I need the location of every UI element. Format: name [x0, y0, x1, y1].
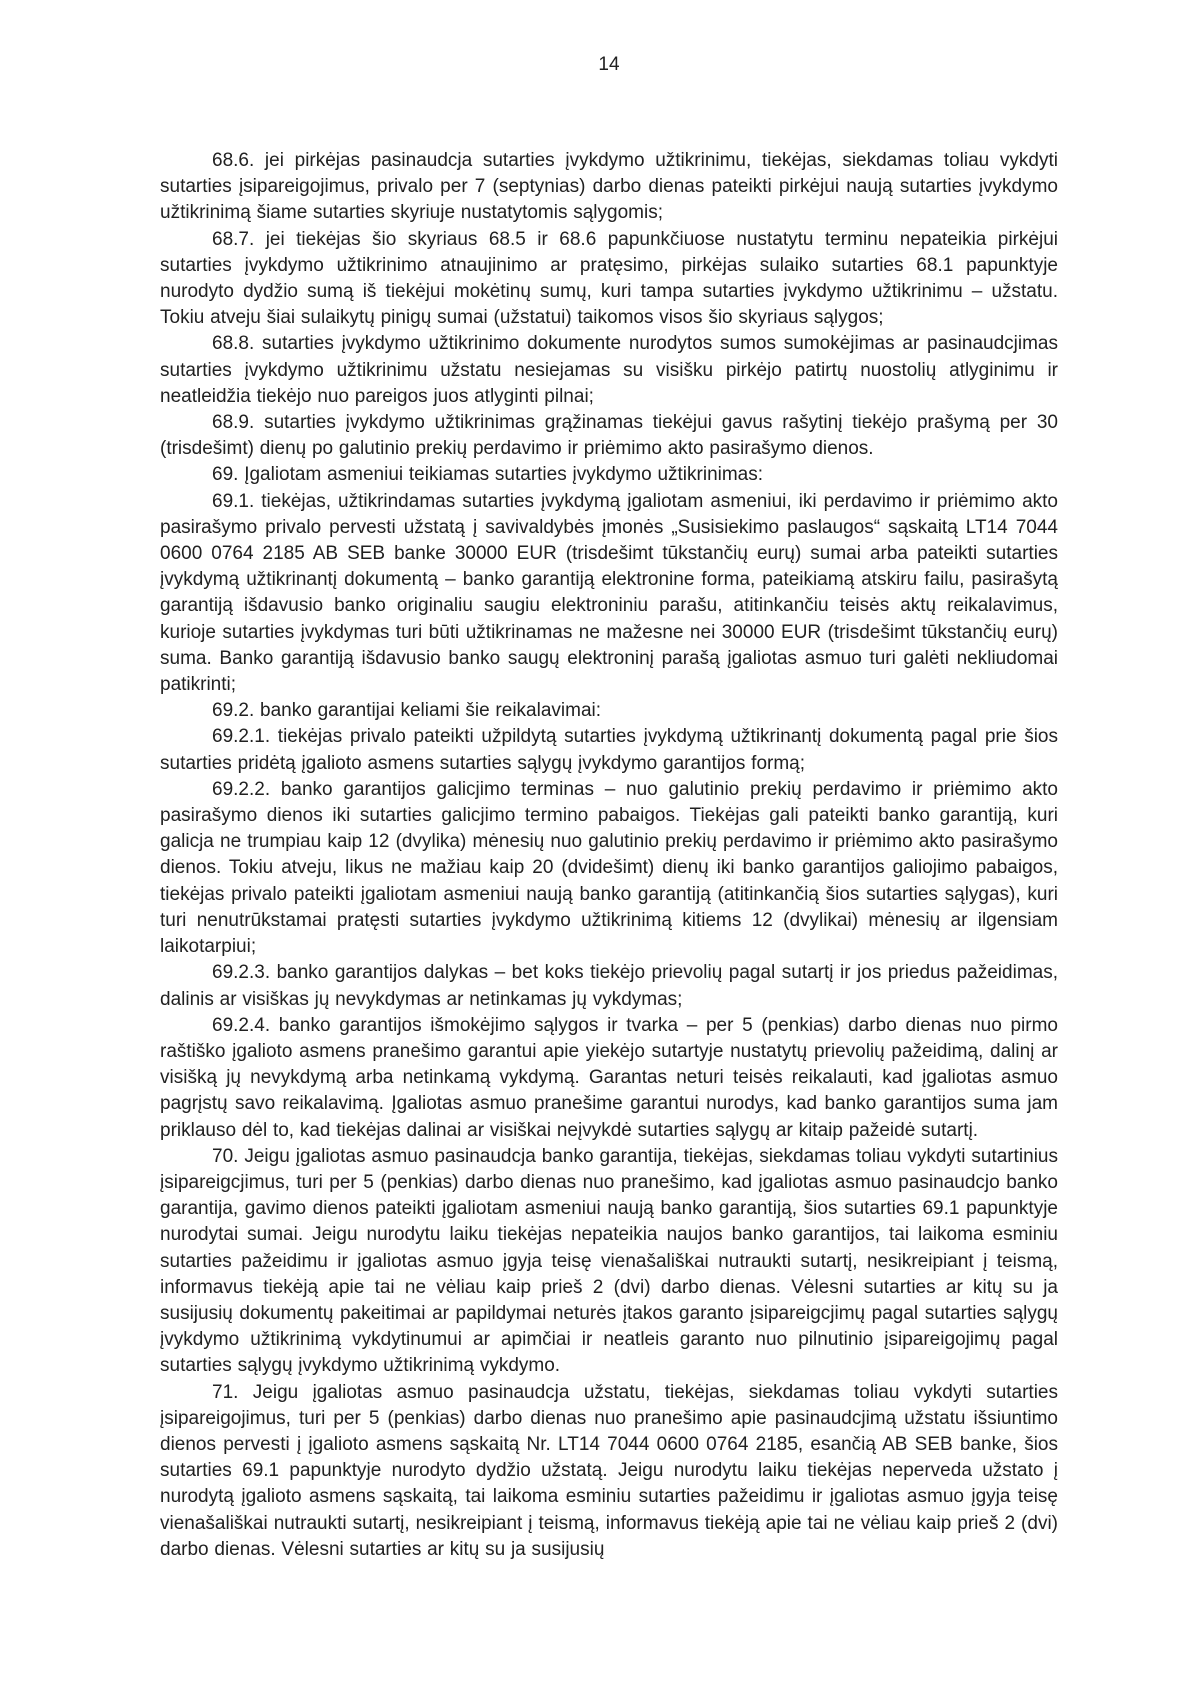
paragraph-69-2-4: 69.2.4. banko garantijos išmokėjimo sąlygos ir tvarka – per 5 (penkias) darbo dienas nuo pirmo raštiško įgalioto asmens pranešimo garantui apie yiekėjo sutartyje nustatytų prievolių pažeidimą, dalinį ar visišką jų nevykdymą arba netinkamą vykdymą. Garantas neturi teisės reikalauti, kad įgaliotas asmuo pagrįstų savo reikalavimą. Įgaliotas asmuo pranešime garantui nurodys, kad banko garantijos suma jam priklauso dėl to, kad tiekėjas dalinai ar visiškai neįvykdė sutarties sąlygų ar kitaip pažeidė sutartį. [160, 1014, 1058, 1141]
paragraph-69-2-2: 69.2.2. banko garantijos galicjimo terminas – nuo galutinio prekių perdavimo ir priėmimo akto pasirašymo dienos iki sutarties galicjimo termino pabaigos. Tiekėjas gali pateikti banko garantiją, kuri galicja ne trumpiau kaip 12 (dvylika) mėnesių nuo galutinio prekių perdavimo ir priėmimo akto pasirašymo dienos. Tokiu atveju, likus ne mažiau kaip 20 (dvidešimt) dienų iki banko garantijos galiojimo pabaigos, tiekėjas privalo pateikti įgaliotam asmeniui naują banko garantiją (atitinkančią šios sutarties sąlygas), kuri turi nenutrūkstamai pratęsti sutarties įvykdymo užtikrinimą kitiems 12 (dvylikai) mėnesių ar ilgensiam laikotarpiui; [160, 778, 1058, 958]
paragraph-69-1: 69.1. tiekėjas, užtikrindamas sutarties įvykdymą įgaliotam asmeniui, iki perdavimo ir priėmimo akto pasirašymo privalo pervesti užstatą į savivaldybės įmonės „Susisiekimo paslaugos“ sąskaitą LT14 7044 0600 0764 2185 AB SEB banke 30000 EUR (trisdešimt tūkstančių eurų) sumai arba pateikti sutarties įvykdymą užtikrinantį dokumentą – banko garantiją elektronine forma, pateikiamą atskiru failu, pasirašytą garantiją išdavusio banko originaliu saugiu elektroniniu parašu, atitinkančiu teisės aktų reikalavimus, kurioje sutarties įvykdymas turi būti užtikrinamas ne mažesne nei 30000 EUR (trisdešimt tūkstančių eurų) suma. Banko garantiją išdavusio banko saugų elektroninį parašą įgaliotas asmuo turi galėti nekliudomai patikrinti; [160, 490, 1058, 696]
paragraph-71: 71. Jeigu įgaliotas asmuo pasinaudcja užstatu, tiekėjas, siekdamas toliau vykdyti sutarties įsipareigojimus, turi per 5 (penkias) darbo dienas nuo pranešimo apie pasinaudcjimą užstatu išsiuntimo dienos pervesti į įgalioto asmens sąskaitą Nr. LT14 7044 0600 0764 2185, esančią AB SEB banke, šios sutarties 69.1 papunktyje nurodyto dydžio užstatą. Jeigu nurodytu laiku tiekėjas neperveda užstato į nurodytą įgalioto asmens sąskaitą, tai laikoma esminiu sutarties pažeidimu ir įgaliotas asmuo įgyja teisę vienašališkai nutraukti sutartį, nesikreipiant į teismą, informavus tiekėją apie tai ne vėliau kaip prieš 2 (dvi) darbo dienas. Vėlesni sutarties ar kitų su ja susijusių [160, 1381, 1058, 1560]
paragraph-68-7: 68.7. jei tiekėjas šio skyriaus 68.5 ir 68.6 papunkčiuose nustatytu terminu nepateikia pirkėjui sutarties įvykdymo užtikrinimo atnaujinimo ar pratęsimo, pirkėjas sulaiko sutarties 68.1 papunktyje nurodyto dydžio sumą iš tiekėjui mokėtinų sumų, kuri tampa sutarties įvykdymo užtikrinimu – užstatu. Tokiu atveju šiai sulaikytų pinigų sumai (užstatui) taikomos visos šio skyriaus sąlygos; [160, 228, 1058, 329]
paragraph-69: 69. Įgaliotam asmeniui teikiamas sutarties įvykdymo užtikrinimas: [212, 464, 764, 486]
paragraph-68-6: 68.6. jei pirkėjas pasinaudcja sutarties įvykdymo užtikrinimu, tiekėjas, siekdamas toliau vykdyti sutarties įsipareigojimus, privalo per 7 (septynias) darbo dienas pateikti pirkėjui naują sutarties įvykdymo užtikrinimą šiame sutarties skyriuje nustatytomis sąlygomis; [160, 150, 1058, 224]
document-body [160, 148, 1058, 1563]
paragraph-70: 70. Jeigu įgaliotas asmuo pasinaudcja banko garantija, tiekėjas, siekdamas toliau vykdyti sutartinius įsipareigcjimus, turi per 5 (penkias) darbo dienas nuo pranešimo, kad įgaliotas asmuo pasinaudcjo banko garantija, gavimo dienos pateikti įgaliotam asmeniui naują banko garantiją, šios sutarties 69.1 papunktyje nurodytai sumai. Jeigu nurodytu laiku tiekėjas nepateikia naujos banko garantijos, tai laikoma esminiu sutarties pažeidimu ir įgaliotas asmuo įgyja teisę vienašališkai nutraukti sutartį, nesikreipiant į teismą, informavus tiekėją apie tai ne vėliau kaip prieš 2 (dvi) darbo dienas. Vėlesni sutarties ar kitų su ja susijusių dokumentų pakeitimai ar papildymai neturės įtakos garanto įsipareigcjimų pagal sutarties sąlygų įvykdymo užtikrinimą vykdytinumui ar apimčiai ir neatleis garanto nuo pilnutinio įsipareigojimų pagal sutarties sąlygų įvykdymo užtikrinimą vykdymo. [160, 1145, 1058, 1377]
paragraph-68-9: 68.9. sutarties įvykdymo užtikrinimas grąžinamas tiekėjui gavus rašytinį tiekėjo prašymą per 30 (trisdešimt) dienų po galutinio prekių perdavimo ir priėmimo akto pasirašymo dienos. [160, 412, 1058, 460]
paragraph-69-2-1: 69.2.1. tiekėjas privalo pateikti užpildytą sutarties įvykdymą užtikrinantį dokumentą pagal prie šios sutarties pridėtą įgalioto asmens sutarties sąlygų įvykdymo garantijos formą; [160, 726, 1058, 774]
paragraph-69-2: 69.2. banko garantijai keliami šie reikalavimai: [212, 700, 602, 722]
paragraph-69-2-3: 69.2.3. banko garantijos dalykas – bet koks tiekėjo prievolių pagal sutartį ir jos priedus pažeidimas, dalinis ar visiškas jų nevykdymas ar netinkamas jų vykdymas; [160, 962, 1058, 1010]
page-number: 14 [598, 54, 620, 75]
paragraph-68-8: 68.8. sutarties įvykdymo užtikrinimo dokumente nurodytos sumos sumokėjimas ar pasinaudcjimas sutarties įvykdymo užtikrinimu užstatu nesiejamas su visišku pirkėjo patirtų nuostolių atlyginimu ir neatleidžia tiekėjo nuo pareigos juos atlyginti pilnai; [160, 333, 1058, 407]
